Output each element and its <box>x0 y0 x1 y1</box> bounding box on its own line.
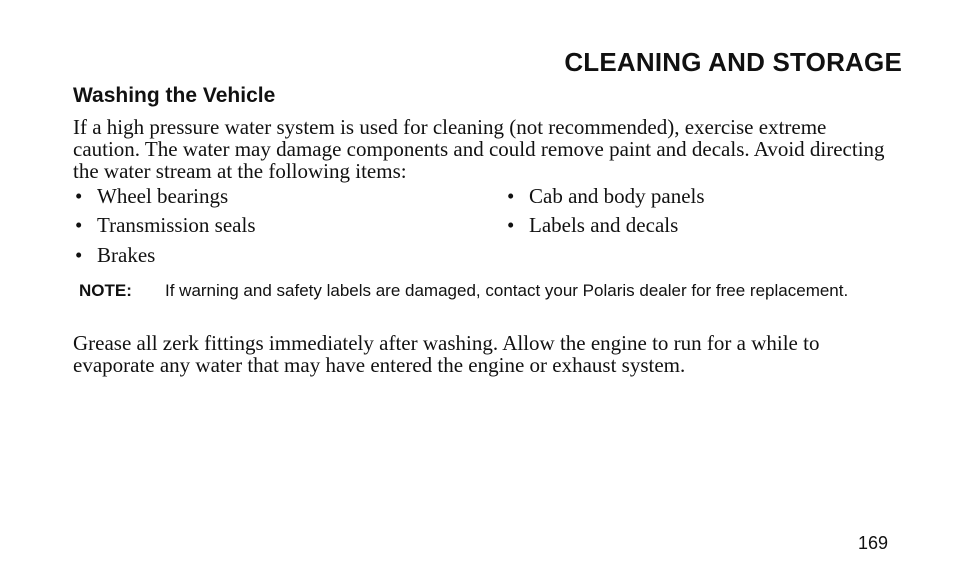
page-number: 169 <box>857 533 888 553</box>
bullet-marker: • <box>75 213 83 237</box>
chapter-title: CLEANING AND STORAGE <box>564 47 902 77</box>
grease-paragraph: Grease all zerk fittings immediately after washing. Allow the engine to run for a while to evaporate any water that may have entered the engine or exhaust system. <box>73 331 820 377</box>
list-item <box>75 244 155 266</box>
list-item-label: Labels and decals <box>529 213 679 237</box>
section-heading: Washing the Vehicle <box>73 84 276 107</box>
bullet-marker: • <box>75 243 83 267</box>
list-item-label: Brakes <box>97 243 156 267</box>
bullet-marker: • <box>507 213 515 237</box>
list-item-label: Wheel bearings <box>97 184 229 208</box>
list-item <box>75 185 228 207</box>
list-item <box>75 214 256 236</box>
note-text: If warning and safety labels are damaged, contact your Polaris dealer for free replacement. <box>165 281 849 300</box>
list-item-label: Transmission seals <box>97 213 256 237</box>
intro-paragraph: If a high pressure water system is used for cleaning (not recommended), exercise extreme caution. The water may damage components and could remove paint and decals. Avoid directing the water stream at the following items: <box>73 115 885 183</box>
list-item-label: Cab and body panels <box>529 184 705 208</box>
list-item <box>507 214 678 236</box>
bullet-marker: • <box>75 184 83 208</box>
bullet-marker: • <box>507 184 515 208</box>
list-item <box>507 185 705 207</box>
note-label: NOTE: <box>79 281 132 300</box>
